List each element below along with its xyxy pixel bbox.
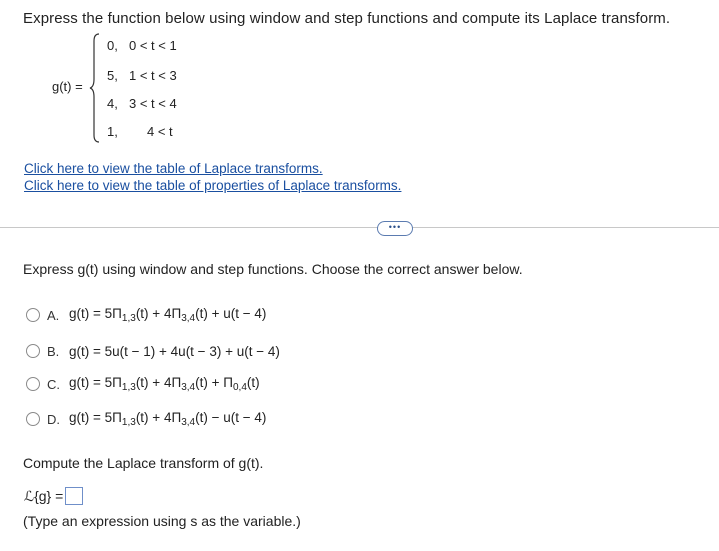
part1-instruction: Express g(t) using window and step functions. Choose the correct answer below. <box>23 261 523 277</box>
option-d[interactable] <box>26 408 266 430</box>
option-expression: $g(t) = 5\Pi_{1,3}(t) + 4\Pi_{3,4}(t) - u(t - 4)$ <box>69 410 267 428</box>
radio-button[interactable] <box>26 344 40 358</box>
radio-button[interactable] <box>26 412 40 426</box>
option-expression: $g(t) = 5\Pi_{1,3}(t) + 4\Pi_{3,4}(t) + u(t - 4)$ <box>69 306 267 324</box>
answer-hint: (Type an expression using s as the variable.) <box>23 513 301 529</box>
laplace-properties-link[interactable]: Click here to view the table of properties of Laplace transforms. <box>24 178 402 193</box>
option-letter: D. <box>47 411 60 427</box>
option-letter: B. <box>47 343 60 359</box>
case-row: 0, 0 < t < 1 <box>107 38 177 53</box>
expand-button[interactable]: ••• <box>377 221 413 236</box>
laplace-answer-row <box>24 487 83 505</box>
option-a[interactable] <box>26 304 266 326</box>
case-row: 4, 3 < t < 4 <box>107 96 177 111</box>
left-brace-icon <box>89 33 101 143</box>
radio-button[interactable] <box>26 377 40 391</box>
question-prompt: Express the function below using window and step functions and compute its Laplace transform. <box>23 10 671 27</box>
option-b[interactable] <box>26 340 280 362</box>
laplace-label: ℒ{g} = <box>24 487 64 504</box>
laplace-answer-input[interactable] <box>65 487 83 505</box>
radio-button[interactable] <box>26 308 40 322</box>
part2-instruction: Compute the Laplace transform of g(t). <box>23 455 264 471</box>
option-letter: C. <box>47 376 60 392</box>
option-letter: A. <box>47 307 60 323</box>
option-expression: g(t) = 5u(t − 1) + 4u(t − 3) + u(t − 4) <box>69 343 280 359</box>
case-row: 1, 4 < t <box>107 124 173 139</box>
option-expression: $g(t) = 5\Pi_{1,3}(t) + 4\Pi_{3,4}(t) + \Pi_{0,4}(t)$ <box>69 375 260 393</box>
case-row: 5, 1 < t < 3 <box>107 68 177 83</box>
section-divider <box>0 227 719 228</box>
option-c[interactable] <box>26 373 260 395</box>
laplace-table-link[interactable]: Click here to view the table of Laplace transforms. <box>24 161 323 176</box>
function-label: g(t) = <box>52 79 83 94</box>
